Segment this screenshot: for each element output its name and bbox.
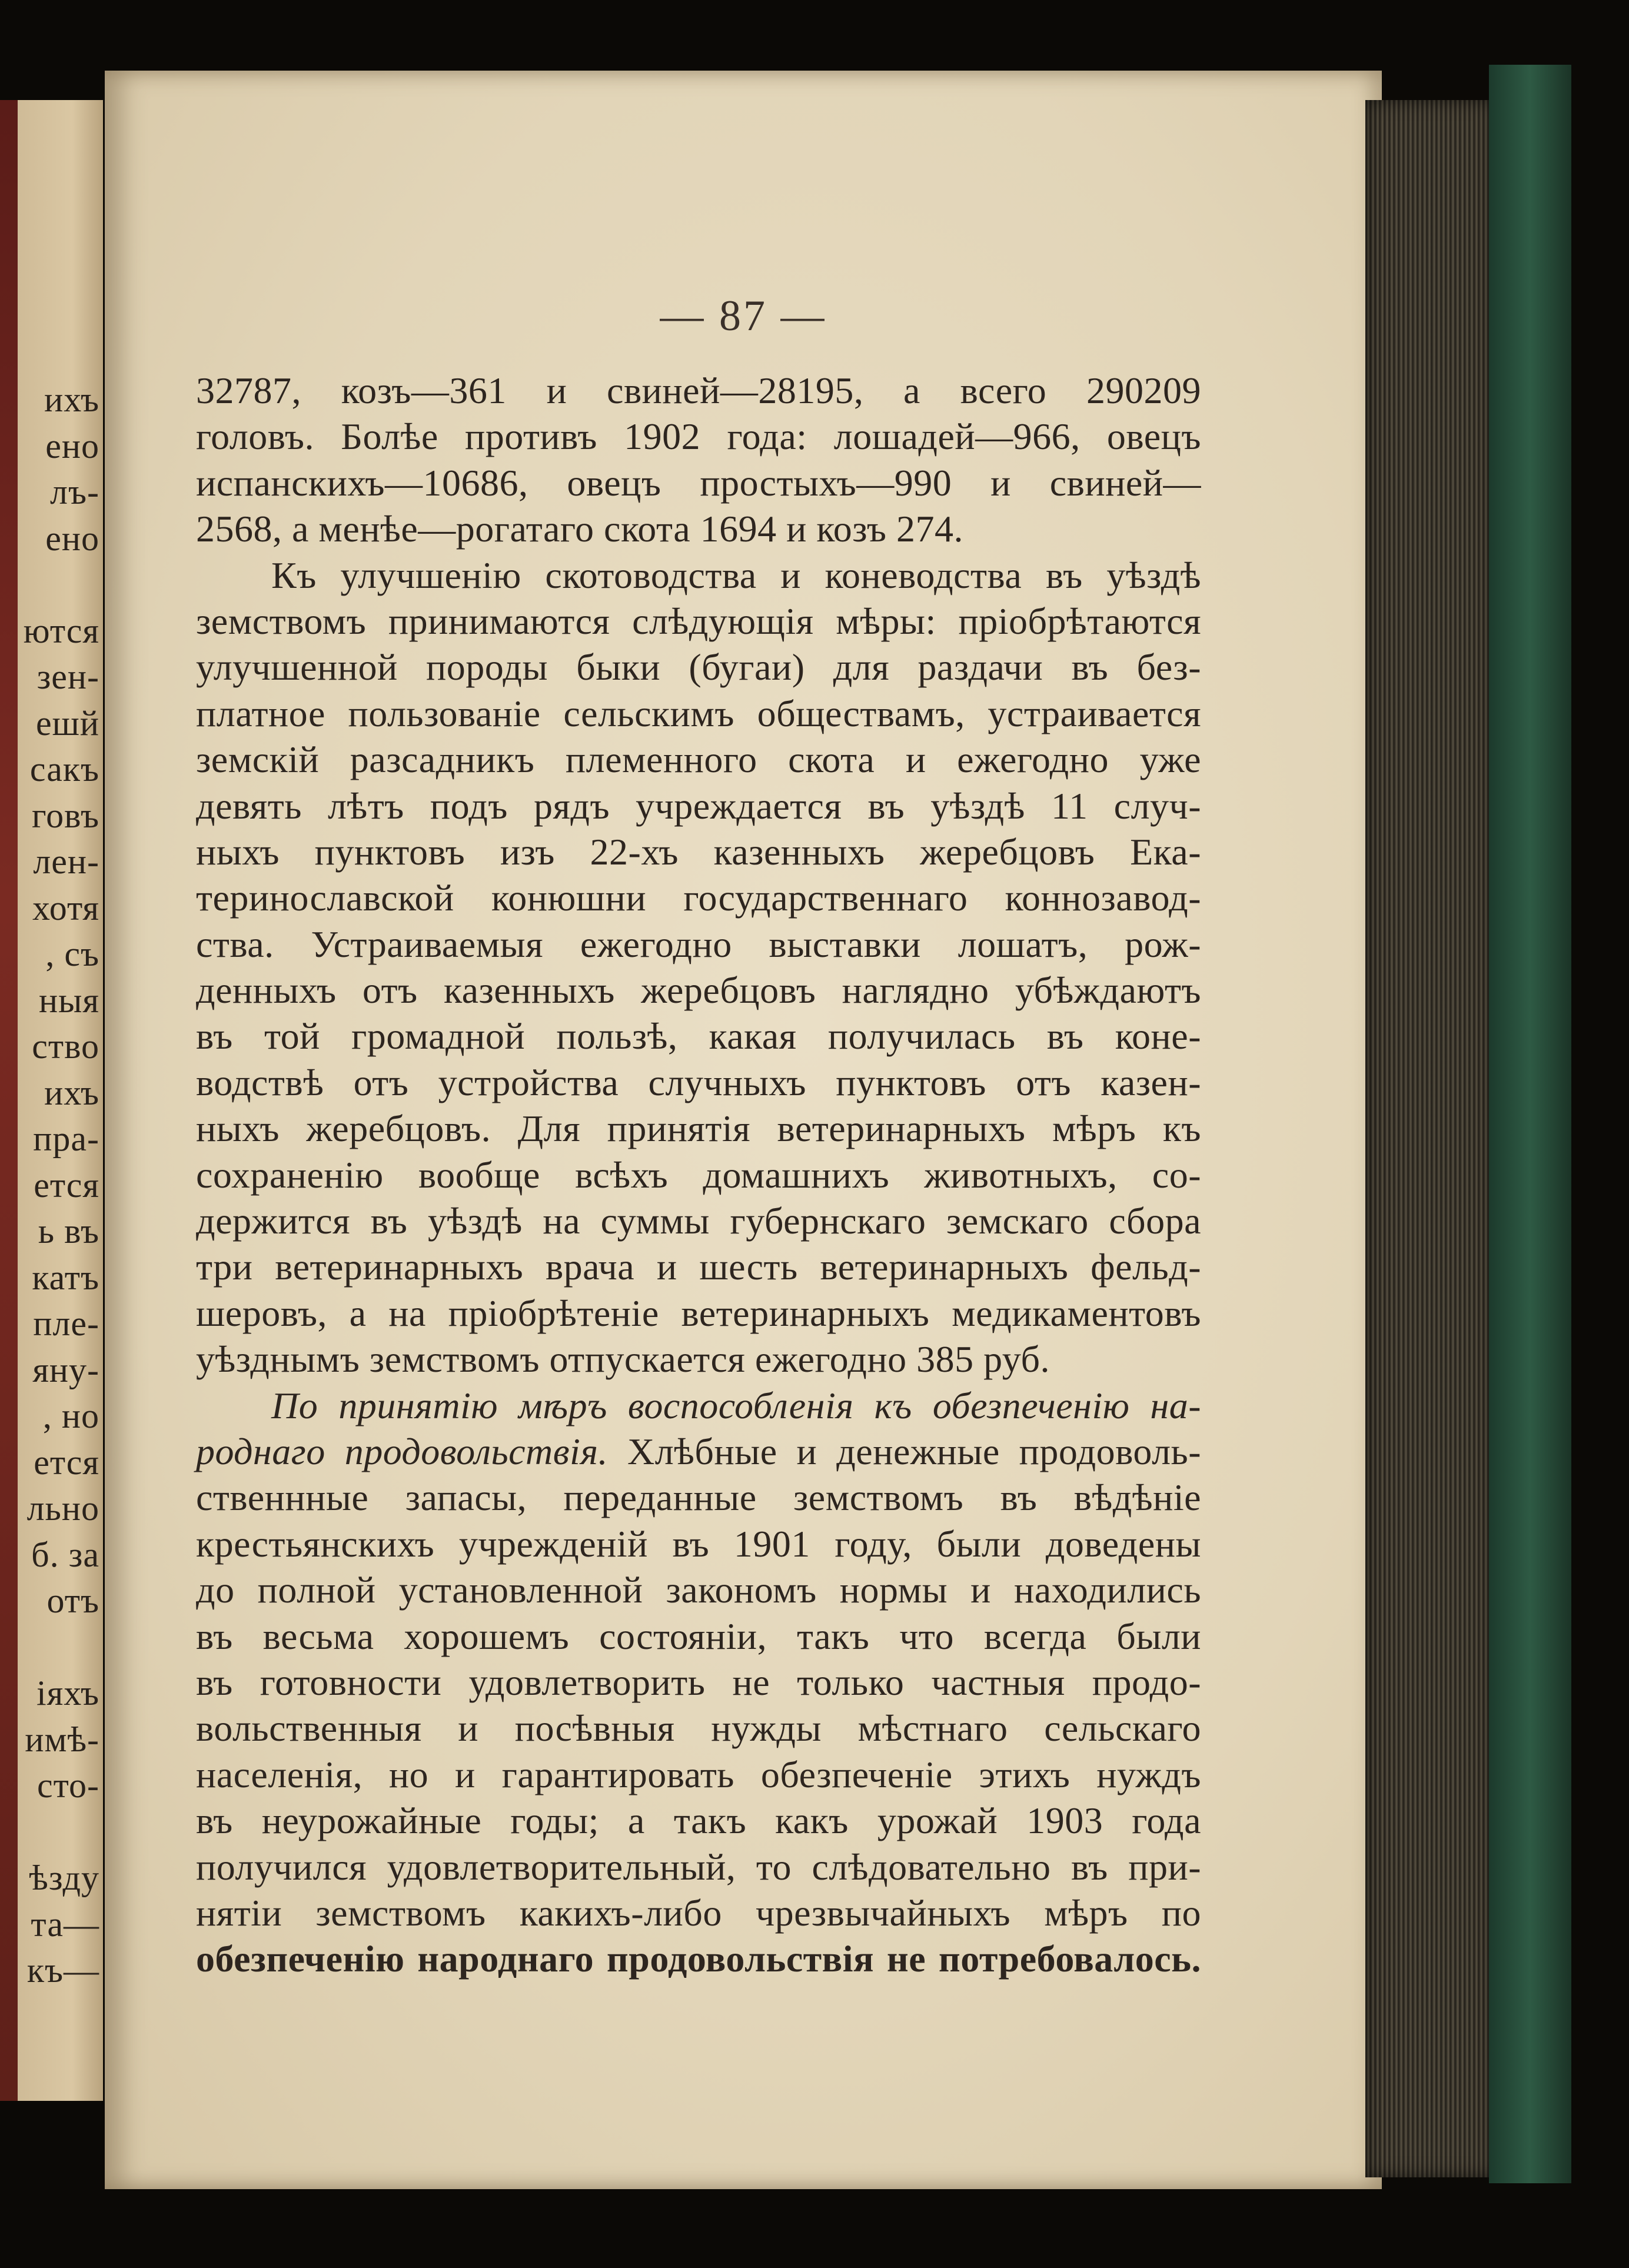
- text-line: нятіи земствомъ какихъ-либо чрезвычайныхъ мѣръ по: [196, 1891, 1201, 1934]
- text-line: [196, 1429, 1201, 1475]
- text-line: шеровъ, а на пріобрѣтеніе ветеринарныхъ медикаментовъ: [196, 1292, 1201, 1334]
- previous-page-fragment: ихъ: [44, 380, 99, 419]
- previous-page-fragment: ются: [23, 611, 99, 650]
- text-line: платное пользованіе сельскимъ обществамъ, устраивается: [196, 692, 1201, 734]
- text-line: денныхъ отъ казенныхъ жеребцовъ наглядно убѣждаютъ: [196, 969, 1201, 1012]
- text-line: земствомъ принимаются слѣдующія мѣры: пріобрѣтаются: [196, 600, 1201, 642]
- text-line: ныхъ жеребцовъ. Для принятія ветеринарныхъ мѣръ къ: [196, 1108, 1201, 1150]
- previous-page-fragment: ено: [45, 518, 99, 558]
- text-line: три ветеринарныхъ врача и шесть ветеринарныхъ фельд-: [196, 1246, 1201, 1288]
- previous-page-fragment: ѣзду: [29, 1858, 99, 1897]
- previous-page-fragment: ено: [45, 426, 99, 465]
- text-line: вольственныя и посѣвныя нужды мѣстнаго сельскаго: [196, 1707, 1201, 1750]
- text-line: девять лѣтъ подъ рядъ учреждается въ уѣздѣ 11 случ-: [196, 784, 1201, 827]
- text-line: Къ улучшенію скотоводства и коневодства въ уѣздѣ: [271, 554, 1201, 596]
- text-line: получился удовлетворительный, то слѣдовательно въ при-: [196, 1845, 1201, 1888]
- text-line: населенія, но и гарантировать обезпеченіе этихъ нуждъ: [196, 1753, 1201, 1795]
- previous-page-fragment: ихъ: [44, 1073, 99, 1112]
- text-line: въ готовности удовлетворить не только частныя продо-: [196, 1661, 1201, 1703]
- text-line: въ той громадной пользѣ, какая получилась въ коне-: [196, 1015, 1201, 1057]
- text-line: въ весьма хорошемъ состояніи, такъ что всегда были: [196, 1615, 1201, 1657]
- previous-page-fragment: ется: [34, 1165, 99, 1205]
- previous-page-fragment: къ—: [26, 1951, 99, 1990]
- previous-page-fragment: б. за: [31, 1535, 99, 1574]
- text-line: крестьянскихъ учрежденій въ 1901 году, были доведены: [196, 1522, 1201, 1565]
- text-line: 2568, а менѣе—рогатаго скота 1694 и козъ 274.: [196, 508, 963, 550]
- previous-page-fragment: лъ-: [50, 473, 99, 511]
- italic-heading-text: По принятію мѣръ воспособленія къ обезпеченію на-: [271, 1384, 1201, 1426]
- text-line: уѣзднымъ земствомъ отпускается ежегодно 385 руб.: [196, 1338, 1050, 1381]
- text-line: въ неурожайные годы; а такъ какъ урожай 1903 года: [196, 1800, 1201, 1842]
- book-page: [105, 71, 1382, 2189]
- page-block-edges: [1365, 100, 1495, 2177]
- previous-page-fragment: ешй: [36, 703, 99, 743]
- previous-page-fragment: сто-: [36, 1766, 99, 1805]
- text-line: держится въ уѣздѣ на суммы губернскаго земскаго сбора: [196, 1200, 1201, 1242]
- previous-page-fragment: хотя: [32, 888, 99, 927]
- text-line: улучшенной породы быки (бугаи) для раздачи въ без-: [196, 646, 1201, 689]
- italic-heading-text: роднаго продовольствія.: [196, 1430, 609, 1472]
- previous-page-edge: [0, 100, 103, 2101]
- text-line: ственнные запасы, переданные земствомъ въ вѣдѣніе: [196, 1476, 1201, 1519]
- previous-page-fragment: ется: [34, 1442, 99, 1482]
- previous-page-fragment: , съ: [45, 935, 99, 973]
- previous-page-fragment: яну-: [32, 1350, 99, 1389]
- previous-page-fragment: лен-: [33, 842, 99, 881]
- previous-page-fragment: ь въ: [38, 1212, 99, 1251]
- previous-page-fragment: пра-: [33, 1119, 99, 1158]
- previous-page-fragment: ныя: [38, 980, 99, 1020]
- previous-page-fragment: та—: [31, 1904, 99, 1944]
- previous-page-fragment: іяхъ: [36, 1674, 99, 1712]
- previous-page-fragment: сакъ: [29, 750, 99, 789]
- previous-page-fragment: катъ: [32, 1258, 99, 1297]
- previous-page-fragment: говъ: [32, 796, 99, 835]
- previous-page-fragment: имѣ-: [25, 1720, 99, 1759]
- text-line: теринославской конюшни государственнаго коннозавод-: [196, 877, 1201, 919]
- previous-page-fragment: льно: [26, 1489, 99, 1528]
- page-body-text: [196, 368, 1201, 1983]
- previous-page-binding: [0, 100, 18, 2101]
- previous-page-fragment: пле-: [33, 1304, 99, 1343]
- text-line: до полной установленной закономъ нормы и находились: [196, 1569, 1201, 1611]
- text-line: головъ. Болѣе противъ 1902 года: лошадей—966, овецъ: [196, 415, 1201, 458]
- previous-page-fragment: , но: [42, 1396, 99, 1435]
- text-line: обезпеченію народнаго продовольствія не потребовалось.: [196, 1938, 1201, 1980]
- previous-page-fragment: отъ: [46, 1581, 99, 1620]
- text-line: водствѣ отъ устройства случныхъ пунктовъ отъ казен-: [196, 1061, 1201, 1103]
- text-line: земскій разсадникъ племенного скота и ежегодно уже: [196, 739, 1201, 781]
- previous-page-fragment: ство: [32, 1027, 99, 1066]
- line-text: Хлѣбные и денежные продоволь-: [608, 1430, 1201, 1472]
- text-line: испанскихъ—10686, овецъ простыхъ—990 и свиней—: [196, 461, 1201, 504]
- text-line: ныхъ пунктовъ изъ 22-хъ казенныхъ жеребцовъ Ека-: [196, 830, 1201, 873]
- book-cover-edge: [1489, 65, 1571, 2183]
- text-line: [196, 1383, 1201, 1429]
- text-line: 32787, козъ—361 и свиней—28195, а всего 290209: [196, 370, 1201, 411]
- previous-page-fragment: зен-: [36, 657, 99, 696]
- text-line: ства. Устраиваемыя ежегодно выставки лошатъ, рож-: [196, 923, 1201, 965]
- page-number: — 87 —: [660, 292, 827, 340]
- text-line: сохраненію вообще всѣхъ домашнихъ животныхъ, со-: [196, 1153, 1201, 1196]
